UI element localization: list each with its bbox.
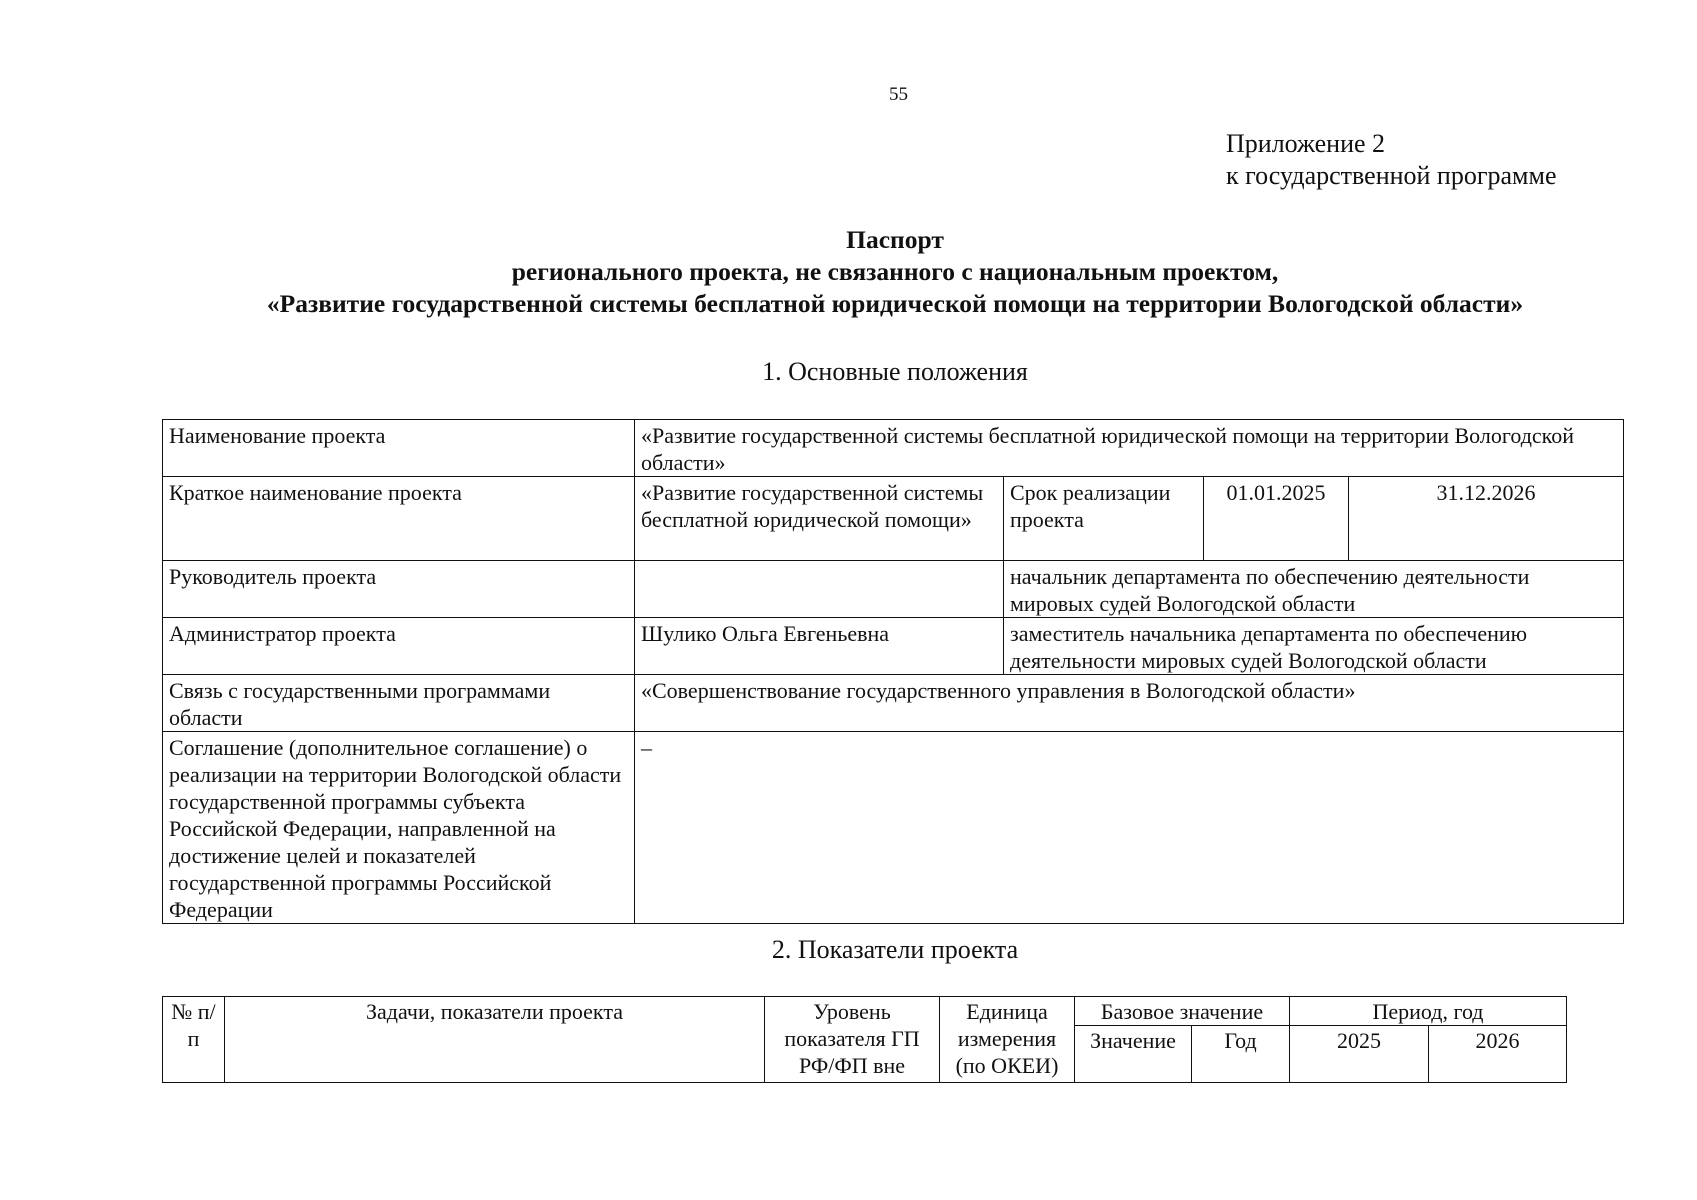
column-header-year-2025: 2025 bbox=[1290, 1026, 1429, 1083]
project-name-label: Наименование проекта bbox=[163, 420, 635, 477]
column-header-level: Уровень показателя ГП РФ/ФП вне bbox=[765, 997, 940, 1083]
project-head-label: Руководитель проекта bbox=[163, 561, 635, 618]
table-row bbox=[163, 618, 1624, 675]
program-link-value: «Совершенствование государственного управления в Вологодской области» bbox=[635, 675, 1624, 732]
table-row bbox=[163, 477, 1624, 561]
section-1-heading: 1. Основные положения bbox=[762, 357, 1028, 386]
section-2-heading: 2. Показатели проекта bbox=[771, 935, 1019, 964]
project-name-value: «Развитие государственной системы бесплатной юридической помощи на территории Вологодской области» bbox=[635, 420, 1624, 477]
project-admin-position: заместитель начальника департамента по обеспечению деятельности мировых судей Вологодской области bbox=[1004, 618, 1624, 675]
column-header-number: № п/п bbox=[163, 997, 225, 1083]
table-header-row bbox=[163, 997, 1567, 1026]
appendix-caption bbox=[1226, 128, 1557, 192]
column-header-base-year: Год bbox=[1192, 1026, 1290, 1083]
project-head-position: начальник департамента по обеспечению деятельности мировых судей Вологодской области bbox=[1004, 561, 1624, 618]
table-row bbox=[163, 675, 1624, 732]
title-line-1: Паспорт bbox=[846, 225, 944, 254]
appendix-line-1: Приложение 2 bbox=[1226, 129, 1386, 158]
project-admin-label: Администратор проекта bbox=[163, 618, 635, 675]
column-header-base-value: Значение bbox=[1075, 1026, 1192, 1083]
table-row bbox=[163, 420, 1624, 477]
column-header-tasks: Задачи, показатели проекта bbox=[225, 997, 765, 1083]
table-row bbox=[163, 732, 1624, 924]
period-label: Срок реализации проекта bbox=[1004, 477, 1204, 561]
main-provisions-table bbox=[162, 419, 1624, 924]
short-name-value: «Развитие государственной системы бесплатной юридической помощи» bbox=[635, 477, 1004, 561]
appendix-line-2: к государственной программе bbox=[1226, 161, 1557, 190]
period-end: 31.12.2026 bbox=[1349, 477, 1624, 561]
agreement-label: Соглашение (дополнительное соглашение) о реализации на территории Вологодской области государственной программы субъекта Российской Федерации, направленной на достижение целей и показателей государственной программы Российской Федерации bbox=[163, 732, 635, 924]
page-number: 55 bbox=[889, 84, 908, 105]
column-header-period: Период, год bbox=[1290, 997, 1567, 1026]
title-line-3: «Развитие государственной системы бесплатной юридической помощи на территории Вологодской области» bbox=[266, 289, 1524, 318]
short-name-label: Краткое наименование проекта bbox=[163, 477, 635, 561]
title-line-2: регионального проекта, не связанного с национальным проектом, bbox=[511, 257, 1279, 286]
project-head-name bbox=[635, 561, 1004, 618]
column-header-unit: Единица измерения (по ОКЕИ) bbox=[940, 997, 1075, 1083]
period-start: 01.01.2025 bbox=[1204, 477, 1349, 561]
column-header-year-2026: 2026 bbox=[1429, 1026, 1567, 1083]
project-indicators-table bbox=[162, 996, 1567, 1083]
program-link-label: Связь с государственными программами области bbox=[163, 675, 635, 732]
project-admin-name: Шулико Ольга Евгеньевна bbox=[635, 618, 1004, 675]
document-title bbox=[150, 224, 1640, 320]
table-row bbox=[163, 561, 1624, 618]
column-header-base: Базовое значение bbox=[1075, 997, 1290, 1026]
agreement-value: – bbox=[635, 732, 1624, 924]
